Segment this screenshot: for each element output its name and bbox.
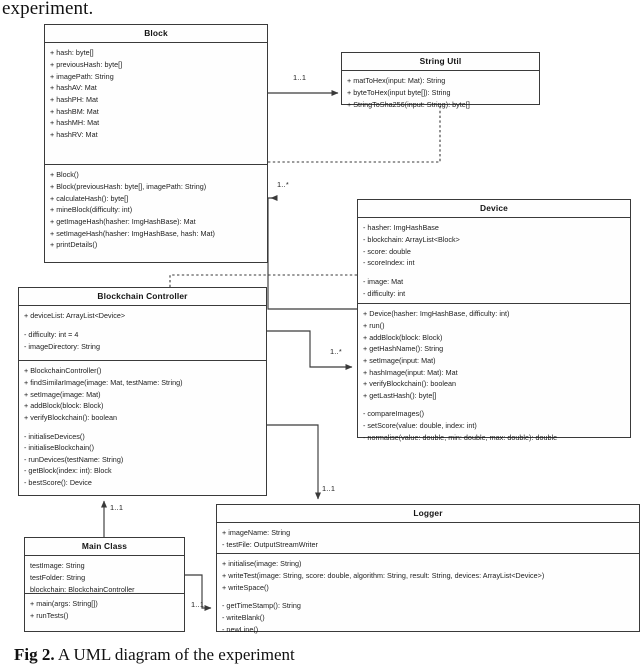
method-row: + printDetails() xyxy=(50,240,98,250)
attribute-row: testFolder: String xyxy=(30,572,86,582)
method-row: - normalise(value: double, min: double, max: double): double xyxy=(363,432,558,442)
attribute-row: - score: double xyxy=(363,246,411,256)
class-attributes-main-class xyxy=(25,556,184,594)
method-row: - runDevices(testName: String) xyxy=(24,454,124,464)
method-row: - bestScore(): Device xyxy=(24,478,92,488)
class-methods-main-class xyxy=(25,594,184,631)
uml-class-string-util[interactable] xyxy=(341,52,540,109)
multiplicity-controller-device: 1..* xyxy=(330,347,342,356)
attribute-row: blockchain: BlockchainController xyxy=(30,584,135,594)
attribute-row: - difficulty: int xyxy=(363,288,406,298)
attribute-row: + imagePath: String xyxy=(50,71,114,81)
attribute-spacer xyxy=(24,322,261,329)
multiplicity-device-block: 1..* xyxy=(277,180,289,189)
method-row: - initialiseDevices() xyxy=(24,431,85,441)
uml-class-block[interactable] xyxy=(44,24,268,263)
attribute-row: + hashRV: Mat xyxy=(50,129,98,139)
class-attributes-device xyxy=(358,218,630,304)
method-row: + Block() xyxy=(50,170,79,180)
method-row: + setImageHash(hasher: ImgHashBase, hash: Mat) xyxy=(50,228,215,238)
attribute-row: testImage: String xyxy=(30,561,85,571)
uml-class-main-class[interactable] xyxy=(24,537,185,632)
class-attributes-logger xyxy=(217,523,639,554)
multiplicity-main-controller: 1..1 xyxy=(110,503,124,512)
method-row: - newLine() xyxy=(222,624,259,634)
multiplicity-block-stringutil: 1..1 xyxy=(293,73,307,82)
attribute-row: + hash: byte[] xyxy=(50,48,94,58)
method-row: - setScore(value: double, index: int) xyxy=(363,421,477,431)
method-row: + Device(hasher: ImgHashBase, difficulty: int) xyxy=(363,309,510,319)
attribute-row: + hashPH: Mat xyxy=(50,94,98,104)
connector-device-controller-dependency xyxy=(170,275,357,287)
multiplicity-controller-logger: 1..1 xyxy=(322,484,336,493)
uml-class-device[interactable] xyxy=(357,199,631,442)
method-row: - getTimeStamp(): String xyxy=(222,601,301,611)
class-title-device: Device xyxy=(358,200,630,218)
class-attributes-block xyxy=(45,43,267,165)
multiplicity-main-logger: 1..1 xyxy=(191,600,205,609)
attribute-row: - difficulty: int = 4 xyxy=(24,329,79,339)
class-title-main-class: Main Class xyxy=(25,538,184,556)
class-title-logger: Logger xyxy=(217,505,639,523)
method-row: + initialise(image: String) xyxy=(222,559,302,569)
figure-caption-label: Fig 2. xyxy=(14,645,55,664)
method-row: + addBlock(block: Block) xyxy=(363,332,443,342)
class-title-string-util: String Util xyxy=(342,53,539,71)
class-title-blockchain-controller: Blockchain Controller xyxy=(19,288,266,306)
method-row: + byteToHex(input byte[]): String xyxy=(347,87,451,97)
method-row: + matToHex(input: Mat): String xyxy=(347,76,446,86)
attribute-row: + hashMH: Mat xyxy=(50,118,100,128)
connector-device-block-base xyxy=(268,198,357,309)
class-methods-device xyxy=(358,304,630,448)
method-row: + runTests() xyxy=(30,610,69,620)
figure-caption xyxy=(14,645,295,665)
method-row: + run() xyxy=(363,320,385,330)
method-row: + addBlock(block: Block) xyxy=(24,401,104,411)
method-row: + main(args: String[]) xyxy=(30,599,98,609)
method-row: + setImage(image: Mat) xyxy=(24,389,101,399)
method-row: - initialiseBlockchain() xyxy=(24,443,94,453)
class-methods-blockchain-controller xyxy=(19,361,266,495)
class-methods-logger xyxy=(217,554,639,640)
method-row: + getHashName(): String xyxy=(363,344,444,354)
uml-class-logger[interactable] xyxy=(216,504,640,632)
method-row: - compareImages() xyxy=(363,409,425,419)
attribute-spacer xyxy=(363,269,625,276)
method-row: + mineBlock(difficulty: int) xyxy=(50,205,133,215)
method-row: + writeTest(image: String, score: double, algorithm: String, result: String, devices: ArrayList<Device>) xyxy=(222,570,545,580)
attribute-row: + deviceList: ArrayList<Device> xyxy=(24,311,126,321)
connector-controller-logger xyxy=(267,425,318,499)
method-row: + findSimilarImage(image: Mat, testName: String) xyxy=(24,377,183,387)
class-attributes-blockchain-controller xyxy=(19,306,266,361)
attribute-row: - hasher: ImgHashBase xyxy=(363,223,439,233)
method-row: + writeSpace() xyxy=(222,582,269,592)
method-row: + StringToSha256(input: String): byte[] xyxy=(347,99,470,109)
method-row: + calculateHash(): byte[] xyxy=(50,193,129,203)
method-row: + getLastHash(): byte[] xyxy=(363,390,437,400)
attribute-row: + hashAV: Mat xyxy=(50,83,97,93)
class-methods-block xyxy=(45,165,267,262)
method-spacer xyxy=(222,593,634,600)
attribute-row: - blockchain: ArrayList<Block> xyxy=(363,234,460,244)
attribute-row: - image: Mat xyxy=(363,276,404,286)
method-spacer xyxy=(24,424,261,431)
attribute-row: + hashBM: Mat xyxy=(50,106,99,116)
method-spacer xyxy=(363,401,625,408)
method-row: + hashImage(input: Mat): Mat xyxy=(363,367,458,377)
class-methods-string-util xyxy=(342,71,539,115)
method-row: - getBlock(index: int): Block xyxy=(24,466,112,476)
method-row: + BlockchainController() xyxy=(24,366,102,376)
page-top-text: experiment. xyxy=(2,0,94,19)
method-row: + Block(previousHash: byte[], imagePath: String) xyxy=(50,181,207,191)
class-title-block: Block xyxy=(45,25,267,43)
method-row: + verifyBlockchain(): boolean xyxy=(24,412,118,422)
attribute-row: - imageDirectory: String xyxy=(24,341,100,351)
method-row: - writeBlank() xyxy=(222,612,265,622)
attribute-row: - testFile: OutputStreamWriter xyxy=(222,539,318,549)
method-row: + setImage(input: Mat) xyxy=(363,355,436,365)
attribute-row: + imageName: String xyxy=(222,528,291,538)
figure-caption-text: A UML diagram of the experiment xyxy=(54,645,295,664)
uml-class-blockchain-controller[interactable] xyxy=(18,287,267,496)
method-row: + getImageHash(hasher: ImgHashBase): Mat xyxy=(50,216,196,226)
method-row: + verifyBlockchain(): boolean xyxy=(363,379,457,389)
attribute-row: + previousHash: byte[] xyxy=(50,59,123,69)
attribute-row: - scoreIndex: int xyxy=(363,258,415,268)
